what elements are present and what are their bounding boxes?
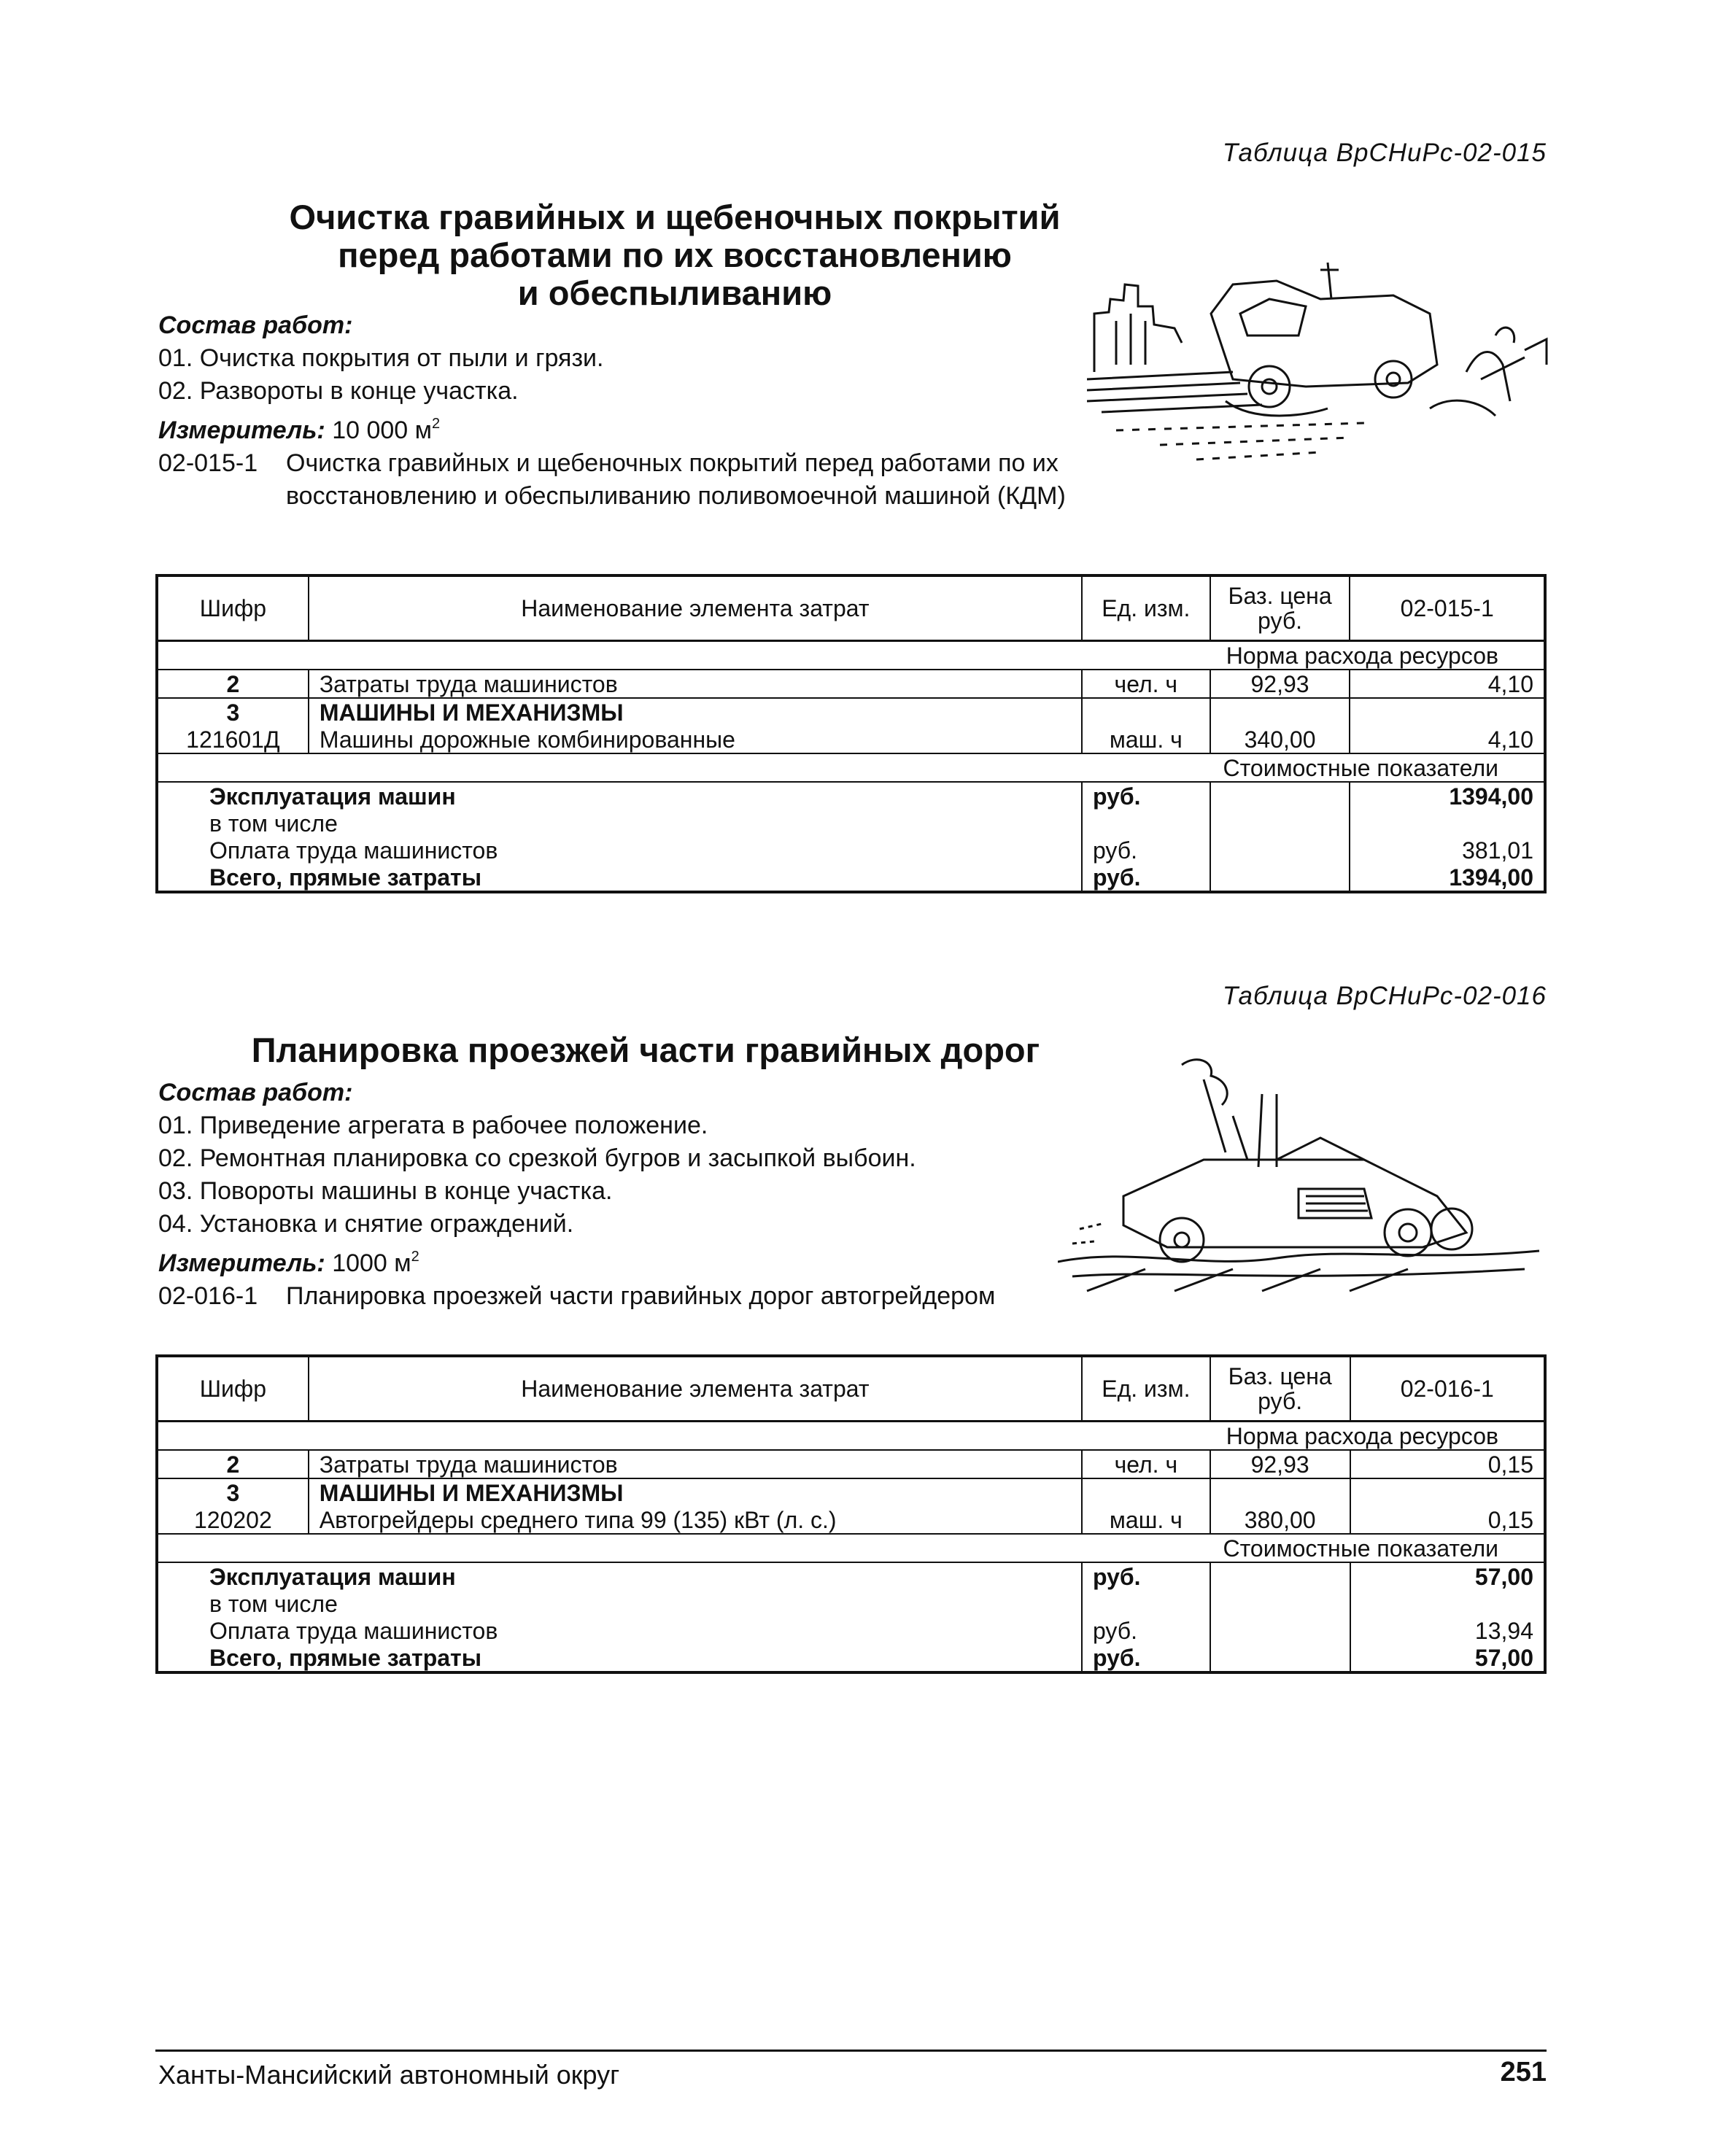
norm-code: 02-016-1 xyxy=(158,1282,258,1310)
row-value: 0,15 xyxy=(1350,1506,1545,1534)
step-item: 01. Очистка покрытия от пыли и грязи. xyxy=(158,344,604,372)
norm-section-label: Норма расхода ресурсов xyxy=(157,641,1545,670)
cost-row xyxy=(157,1617,1545,1644)
norm-section-row xyxy=(157,1422,1545,1451)
group-name: МАШИНЫ И МЕХАНИЗМЫ xyxy=(309,1478,1082,1506)
group-row xyxy=(157,698,1545,726)
row-value: 0,15 xyxy=(1350,1450,1545,1478)
header-code: Шифр xyxy=(157,575,309,641)
cost-row xyxy=(157,1562,1545,1590)
title-line: перед работами по их восстановлению xyxy=(338,236,1012,274)
header-name: Наименование элемента затрат xyxy=(309,575,1082,641)
header-norm: 02-016-1 xyxy=(1350,1356,1545,1422)
cost-section-label: Стоимостные показатели xyxy=(157,1534,1545,1562)
header-code: Шифр xyxy=(157,1356,309,1422)
page-number: 251 xyxy=(1500,2057,1547,2087)
resource-table xyxy=(155,1354,1547,1674)
motor-grader-illustration xyxy=(1058,1050,1554,1298)
cost-value: 1394,00 xyxy=(1350,864,1545,892)
header-price: Баз. цена руб. xyxy=(1210,575,1350,641)
header-norm: 02-015-1 xyxy=(1350,575,1545,641)
row-code: 121601Д xyxy=(157,726,309,753)
cost-section-label: Стоимостные показатели xyxy=(157,753,1545,782)
cost-section-row xyxy=(157,753,1545,782)
meter-value: 1000 м xyxy=(332,1249,411,1277)
cost-value: 57,00 xyxy=(1350,1644,1545,1672)
table-label: Таблица ВрСНиРс-02-016 xyxy=(1222,982,1547,1010)
footer-region: Ханты-Мансийский автономный округ xyxy=(158,2060,620,2090)
header-name: Наименование элемента затрат xyxy=(309,1356,1082,1422)
section-title xyxy=(226,1031,1065,1069)
step-item: 01. Приведение агрегата в рабочее положение. xyxy=(158,1112,708,1139)
norm-code: 02-015-1 xyxy=(158,449,258,477)
meter-line xyxy=(158,408,1205,447)
cost-incl: в том числе xyxy=(157,1590,1082,1617)
meter-line xyxy=(158,1241,1212,1280)
street-sweeper-illustration xyxy=(1087,255,1554,467)
table-row xyxy=(157,726,1545,753)
norm-section-label: Норма расхода ресурсов xyxy=(157,1422,1545,1451)
group-row xyxy=(157,1478,1545,1506)
composition-label: Состав работ: xyxy=(158,1079,353,1106)
cost-unit: руб. xyxy=(1082,782,1210,810)
cost-incl: в том числе xyxy=(157,810,1082,837)
cost-section-row xyxy=(157,1534,1545,1562)
title-line: Планировка проезжей части гравийных дорог xyxy=(251,1031,1040,1069)
title-line: Очистка гравийных и щебеночных покрытий xyxy=(289,198,1061,236)
step-item: 02. Развороты в конце участка. xyxy=(158,377,519,405)
cost-name: Эксплуатация машин xyxy=(157,1562,1082,1590)
row-code: 2 xyxy=(157,1450,309,1478)
row-price: 380,00 xyxy=(1210,1506,1350,1534)
meter-value: 10 000 м xyxy=(332,416,433,444)
cost-name: Всего, прямые затраты xyxy=(157,864,1082,892)
cost-name: Всего, прямые затраты xyxy=(157,1644,1082,1672)
row-name: Машины дорожные комбинированные xyxy=(309,726,1082,753)
meter-sup: 2 xyxy=(432,416,441,432)
table-header-row xyxy=(157,575,1545,641)
composition-label: Состав работ: xyxy=(158,311,353,339)
cost-row xyxy=(157,810,1545,837)
row-price: 92,93 xyxy=(1210,670,1350,698)
work-description xyxy=(158,1077,1212,1313)
cost-row xyxy=(157,864,1545,892)
step-item: 04. Установка и снятие ограждений. xyxy=(158,1210,574,1238)
table-header-row xyxy=(157,1356,1545,1422)
code-description xyxy=(158,1280,1212,1313)
row-unit: маш. ч xyxy=(1082,726,1210,753)
group-code: 3 xyxy=(157,698,309,726)
meter-label: Измеритель: xyxy=(158,1249,325,1277)
cost-row xyxy=(157,782,1545,810)
header-price: Баз. цена руб. xyxy=(1210,1356,1350,1422)
header-unit: Ед. изм. xyxy=(1082,1356,1210,1422)
cost-unit: руб. xyxy=(1082,1562,1210,1590)
section-title xyxy=(219,198,1131,312)
row-value: 4,10 xyxy=(1350,670,1545,698)
row-code: 2 xyxy=(157,670,309,698)
norm-description: Очистка гравийных и щебеночных покрытий перед работами по их восстановлению и обеспыливанию поливомоечной машиной (КДМ) xyxy=(286,449,1066,510)
cost-unit: руб. xyxy=(1082,837,1210,864)
title-line: и обеспыливанию xyxy=(517,274,832,312)
cost-unit: руб. xyxy=(1082,1617,1210,1644)
cost-name: Оплата труда машинистов xyxy=(157,837,1082,864)
meter-label: Измеритель: xyxy=(158,416,325,444)
cost-unit: руб. xyxy=(1082,1644,1210,1672)
group-name: МАШИНЫ И МЕХАНИЗМЫ xyxy=(309,698,1082,726)
row-value: 4,10 xyxy=(1350,726,1545,753)
work-description xyxy=(158,309,1205,513)
cost-value: 1394,00 xyxy=(1350,782,1545,810)
cost-row xyxy=(157,1590,1545,1617)
norm-description: Планировка проезжей части гравийных дорог автогрейдером xyxy=(286,1282,996,1310)
table-row xyxy=(157,670,1545,698)
row-name: Затраты труда машинистов xyxy=(309,670,1082,698)
group-code: 3 xyxy=(157,1478,309,1506)
code-description xyxy=(158,447,1205,513)
norm-section-row xyxy=(157,641,1545,670)
row-name: Затраты труда машинистов xyxy=(309,1450,1082,1478)
row-unit: маш. ч xyxy=(1082,1506,1210,1534)
step-item: 02. Ремонтная планировка со срезкой бугров и засыпкой выбоин. xyxy=(158,1144,916,1172)
row-unit: чел. ч xyxy=(1082,670,1210,698)
row-unit: чел. ч xyxy=(1082,1450,1210,1478)
resource-table xyxy=(155,574,1547,893)
cost-row xyxy=(157,837,1545,864)
step-item: 03. Повороты машины в конце участка. xyxy=(158,1177,613,1205)
table-label: Таблица ВрСНиРс-02-015 xyxy=(1222,139,1547,167)
row-code: 120202 xyxy=(157,1506,309,1534)
cost-value: 381,01 xyxy=(1350,837,1545,864)
cost-name: Оплата труда машинистов xyxy=(157,1617,1082,1644)
cost-name: Эксплуатация машин xyxy=(157,782,1082,810)
header-unit: Ед. изм. xyxy=(1082,575,1210,641)
table-row xyxy=(157,1506,1545,1534)
row-price: 92,93 xyxy=(1210,1450,1350,1478)
cost-value: 57,00 xyxy=(1350,1562,1545,1590)
cost-value: 13,94 xyxy=(1350,1617,1545,1644)
table-row xyxy=(157,1450,1545,1478)
row-price: 340,00 xyxy=(1210,726,1350,753)
footer-divider xyxy=(155,2050,1547,2052)
cost-unit: руб. xyxy=(1082,864,1210,892)
cost-row xyxy=(157,1644,1545,1672)
row-name: Автогрейдеры среднего типа 99 (135) кВт (л. с.) xyxy=(309,1506,1082,1534)
meter-sup: 2 xyxy=(411,1249,419,1265)
